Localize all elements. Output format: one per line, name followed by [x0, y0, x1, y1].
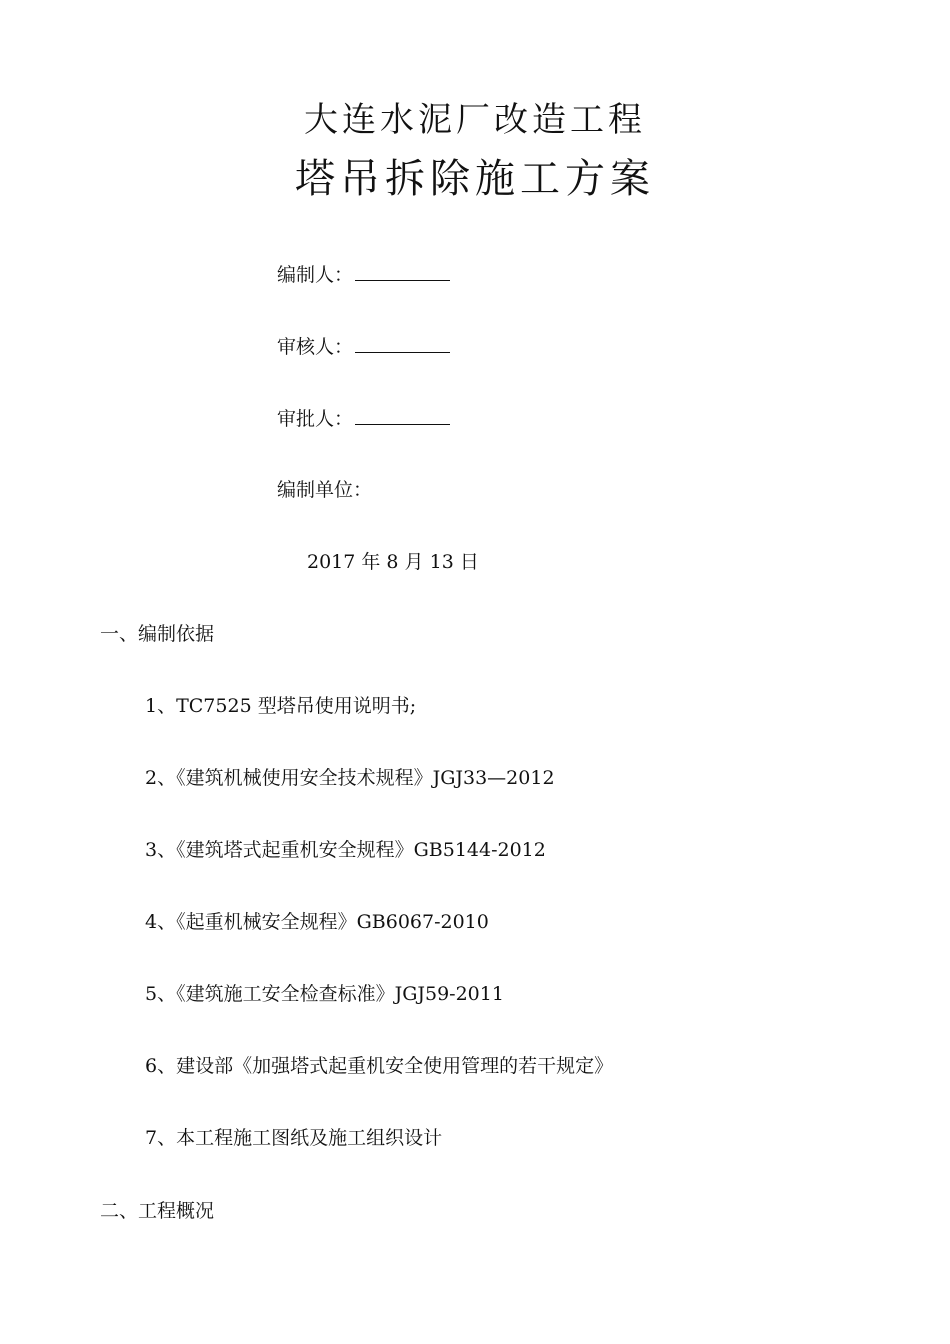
compiler-label: 编制人：	[277, 264, 354, 286]
signature-row-reviewer	[277, 334, 450, 359]
document-title-project: 大连水泥厂改造工程	[304, 100, 646, 140]
signature-row-compiler	[277, 262, 450, 287]
document-title-plan: 塔吊拆除施工方案	[295, 156, 655, 202]
basis-item: 1、TC7525 型塔吊使用说明书;	[145, 695, 417, 717]
unit-label: 编制单位：	[277, 479, 373, 501]
basis-item: 2、《建筑机械使用安全技术规程》JGJ33—2012	[145, 767, 555, 789]
signature-row-unit	[277, 478, 372, 502]
compiler-signature-blank	[355, 262, 450, 281]
basis-item: 5、《建筑施工安全检查标准》JGJ59-2011	[145, 983, 504, 1005]
approver-signature-blank	[355, 406, 450, 425]
basis-item: 6、建设部《加强塔式起重机安全使用管理的若干规定》	[145, 1055, 614, 1077]
document-date: 2017 年 8 月 13 日	[307, 551, 479, 573]
reviewer-signature-blank	[355, 334, 450, 353]
reviewer-label: 审核人：	[277, 336, 354, 358]
basis-item: 4、《起重机械安全规程》GB6067-2010	[145, 911, 489, 933]
basis-item: 3、《建筑塔式起重机安全规程》GB5144-2012	[145, 839, 546, 861]
approver-label: 审批人：	[277, 408, 354, 430]
section-heading-basis: 一、编制依据	[100, 623, 215, 645]
section-heading-overview: 二、工程概况	[100, 1200, 215, 1222]
basis-item: 7、本工程施工图纸及施工组织设计	[145, 1127, 443, 1149]
signature-row-approver	[277, 406, 450, 431]
